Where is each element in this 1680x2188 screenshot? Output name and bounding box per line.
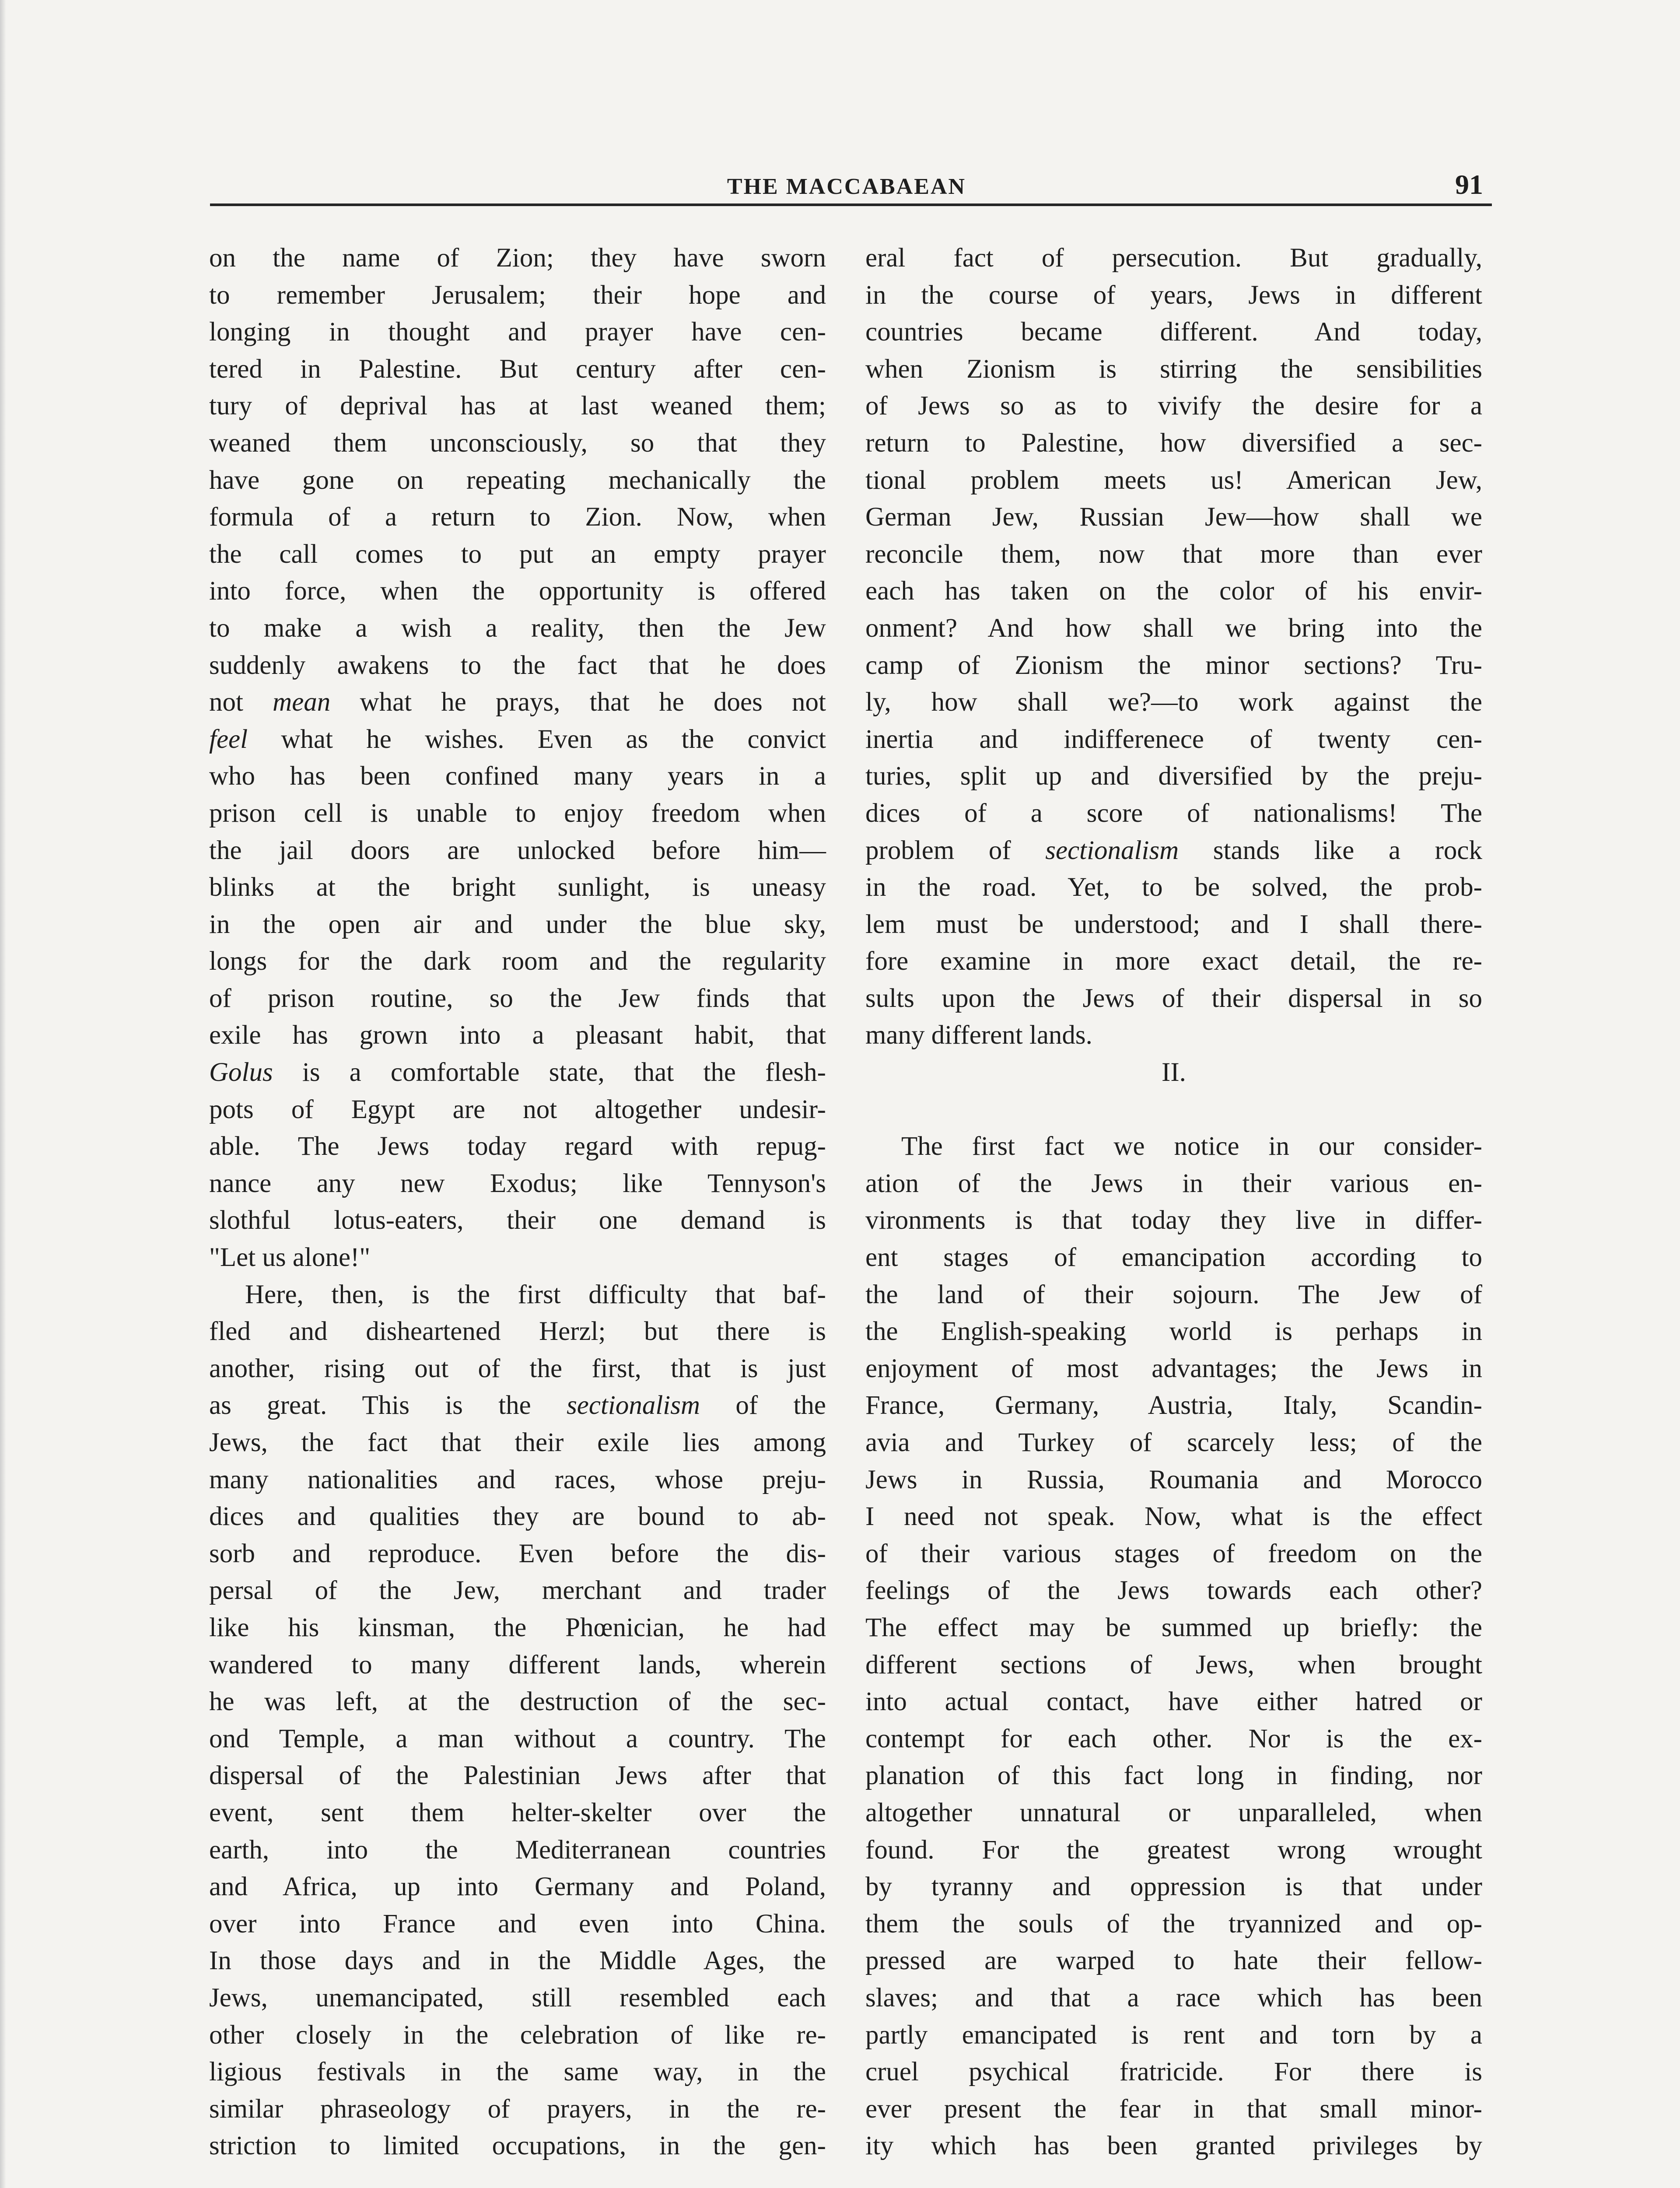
text-line: altogether unnatural or unparalleled, when: [865, 1798, 1482, 1827]
text-line: the call comes to put an empty prayer: [209, 539, 826, 569]
text-line: nance any new Exodus; like Tennyson's: [209, 1168, 826, 1198]
text-line: dispersal of the Palestinian Jews after that: [209, 1761, 826, 1791]
text-line: tional problem meets us! American Jew,: [865, 465, 1482, 495]
text-line: to remember Jerusalem; their hope and: [209, 280, 826, 310]
text-line: and Africa, up into Germany and Poland,: [209, 1872, 826, 1902]
text-line: them the souls of the tryannized and op-: [865, 1909, 1482, 1939]
text-line: striction to limited occupations, in the gen-: [209, 2131, 826, 2161]
text-line: The first fact we notice in our consider-: [901, 1132, 1482, 1161]
text-line: problem of sectionalism stands like a rock: [865, 835, 1482, 865]
header-rule: [210, 203, 1492, 206]
text-line: the English-speaking world is perhaps in: [865, 1317, 1482, 1346]
left-column: [209, 240, 826, 2165]
text-line: as great. This is the sectionalism of the: [209, 1391, 826, 1420]
text-line: planation of this fact long in finding, nor: [865, 1761, 1482, 1791]
text-line: event, sent them helter-skelter over the: [209, 1798, 826, 1827]
text-line: like his kinsman, the Phœnician, he had: [209, 1613, 826, 1642]
text-line: prison cell is unable to enjoy freedom when: [209, 798, 826, 828]
text-line: ent stages of emancipation according to: [865, 1243, 1482, 1273]
text-line: partly emancipated is rent and torn by a: [865, 2020, 1482, 2050]
text-line: Jews, the fact that their exile lies among: [209, 1428, 826, 1457]
text-line: longs for the dark room and the regularity: [209, 947, 826, 976]
text-line: over into France and even into China.: [209, 1909, 826, 1939]
text-line: I need not speak. Now, what is the effect: [865, 1502, 1482, 1532]
text-line: countries became different. And today,: [865, 317, 1482, 347]
text-line: not mean what he prays, that he does not: [209, 687, 826, 717]
text-line: slaves; and that a race which has been: [865, 1983, 1482, 2013]
text-line: by tyranny and oppression is that under: [865, 1872, 1482, 1902]
text-line: In those days and in the Middle Ages, the: [209, 1946, 826, 1976]
text-line: found. For the greatest wrong wrought: [865, 1835, 1482, 1865]
text-line: wandered to many different lands, wherein: [209, 1650, 826, 1680]
text-line: ity which has been granted privileges by: [865, 2131, 1482, 2161]
text-line: German Jew, Russian Jew—how shall we: [865, 502, 1482, 532]
text-line: fore examine in more exact detail, the re-: [865, 947, 1482, 976]
text-line: into force, when the opportunity is offered: [209, 576, 826, 606]
text-line: Jews, unemancipated, still resembled each: [209, 1983, 826, 2013]
text-line: in the open air and under the blue sky,: [209, 909, 826, 939]
page-edge-shadow: [0, 0, 6, 2188]
text-line: earth, into the Mediterranean countries: [209, 1835, 826, 1865]
text-line: other closely in the celebration of like re-: [209, 2020, 826, 2050]
right-column: [865, 240, 1482, 2165]
text-line: Golus is a comfortable state, that the flesh-: [209, 1058, 826, 1087]
running-header: [210, 168, 1483, 208]
text-line: formula of a return to Zion. Now, when: [209, 502, 826, 532]
text-line: cruel psychical fratricide. For there is: [865, 2057, 1482, 2087]
text-line: blinks at the bright sunlight, is uneasy: [209, 873, 826, 902]
text-line: many different lands.: [865, 1020, 1092, 1050]
text-line: suddenly awakens to the fact that he does: [209, 650, 826, 680]
text-line: fled and disheartened Herzl; but there is: [209, 1317, 826, 1346]
text-line: when Zionism is stirring the sensibilities: [865, 354, 1482, 384]
text-line: in the course of years, Jews in different: [865, 280, 1482, 310]
text-line: vironments is that today they live in differ-: [865, 1206, 1482, 1235]
text-line: on the name of Zion; they have sworn: [209, 243, 826, 273]
text-line: tury of deprival has at last weaned them;: [209, 391, 826, 421]
text-line: contempt for each other. Nor is the ex-: [865, 1724, 1482, 1753]
text-line: of their various stages of freedom on the: [865, 1539, 1482, 1568]
text-line: weaned them unconsciously, so that they: [209, 428, 826, 458]
text-line: exile has grown into a pleasant habit, that: [209, 1020, 826, 1050]
text-line: The effect may be summed up briefly: the: [865, 1613, 1482, 1642]
text-line: of Jews so as to vivify the desire for a: [865, 391, 1482, 421]
text-line: similar phraseology of prayers, in the re-: [209, 2094, 826, 2124]
text-line: ond Temple, a man without a country. The: [209, 1724, 826, 1753]
text-line: dices and qualities they are bound to ab-: [209, 1502, 826, 1532]
text-line: enjoyment of most advantages; the Jews in: [865, 1353, 1482, 1383]
text-line: tered in Palestine. But century after cen-: [209, 354, 826, 384]
text-line: feelings of the Jews towards each other?: [865, 1576, 1482, 1606]
text-line: have gone on repeating mechanically the: [209, 465, 826, 495]
text-line: avia and Turkey of scarcely less; of the: [865, 1428, 1482, 1457]
text-line: pots of Egypt are not altogether undesir-: [209, 1094, 826, 1124]
text-line: reconcile them, now that more than ever: [865, 539, 1482, 569]
text-line: eral fact of persecution. But gradually,: [865, 243, 1482, 273]
text-line: into actual contact, have either hatred or: [865, 1687, 1482, 1717]
text-line: "Let us alone!": [209, 1243, 371, 1273]
text-line: France, Germany, Austria, Italy, Scandin-: [865, 1391, 1482, 1420]
text-line: onment? And how shall we bring into the: [865, 613, 1482, 643]
text-line: the jail doors are unlocked before him—: [209, 835, 826, 865]
text-line: persal of the Jew, merchant and trader: [209, 1576, 826, 1606]
text-line: lem must be understood; and I shall there-: [865, 909, 1482, 939]
text-line: ever present the fear in that small minor-: [865, 2094, 1482, 2124]
section-heading: II.: [1162, 1058, 1186, 1087]
text-line: slothful lotus-eaters, their one demand is: [209, 1206, 826, 1235]
text-line: feel what he wishes. Even as the convict: [209, 724, 826, 754]
text-line: dices of a score of nationalisms! The: [865, 798, 1482, 828]
text-line: [865, 1091, 1482, 1129]
text-line: of prison routine, so the Jew finds that: [209, 983, 826, 1013]
text-line: sorb and reproduce. Even before the dis-: [209, 1539, 826, 1568]
text-line: longing in thought and prayer have cen-: [209, 317, 826, 347]
text-line: in the road. Yet, to be solved, the prob-: [865, 873, 1482, 902]
text-line: different sections of Jews, when brought: [865, 1650, 1482, 1680]
text-line: sults upon the Jews of their dispersal in so: [865, 983, 1482, 1013]
text-line: Jews in Russia, Roumania and Morocco: [865, 1465, 1482, 1494]
text-line: turies, split up and diversified by the preju-: [865, 761, 1482, 791]
text-line: to make a wish a reality, then the Jew: [209, 613, 826, 643]
text-line: the land of their sojourn. The Jew of: [865, 1280, 1482, 1309]
text-line: pressed are warped to hate their fellow-: [865, 1946, 1482, 1976]
text-line: camp of Zionism the minor sections? Tru-: [865, 650, 1482, 680]
text-line: another, rising out of the first, that is just: [209, 1353, 826, 1383]
text-line: ly, how shall we?—to work against the: [865, 687, 1482, 717]
text-line: many nationalities and races, whose preju-: [209, 1465, 826, 1494]
text-line: each has taken on the color of his envir-: [865, 576, 1482, 606]
text-line: return to Palestine, how diversified a sec-: [865, 428, 1482, 458]
text-line: ation of the Jews in their various en-: [865, 1168, 1482, 1198]
journal-title: THE MACCABAEAN: [727, 174, 966, 199]
text-line: who has been confined many years in a: [209, 761, 826, 791]
text-line: ligious festivals in the same way, in the: [209, 2057, 826, 2087]
text-line: he was left, at the destruction of the sec-: [209, 1687, 826, 1717]
text-line: inertia and indifferenece of twenty cen-: [865, 724, 1482, 754]
page-number: 91: [1455, 169, 1483, 200]
text-line: able. The Jews today regard with repug-: [209, 1132, 826, 1161]
text-line: Here, then, is the first difficulty that baf-: [245, 1280, 826, 1309]
